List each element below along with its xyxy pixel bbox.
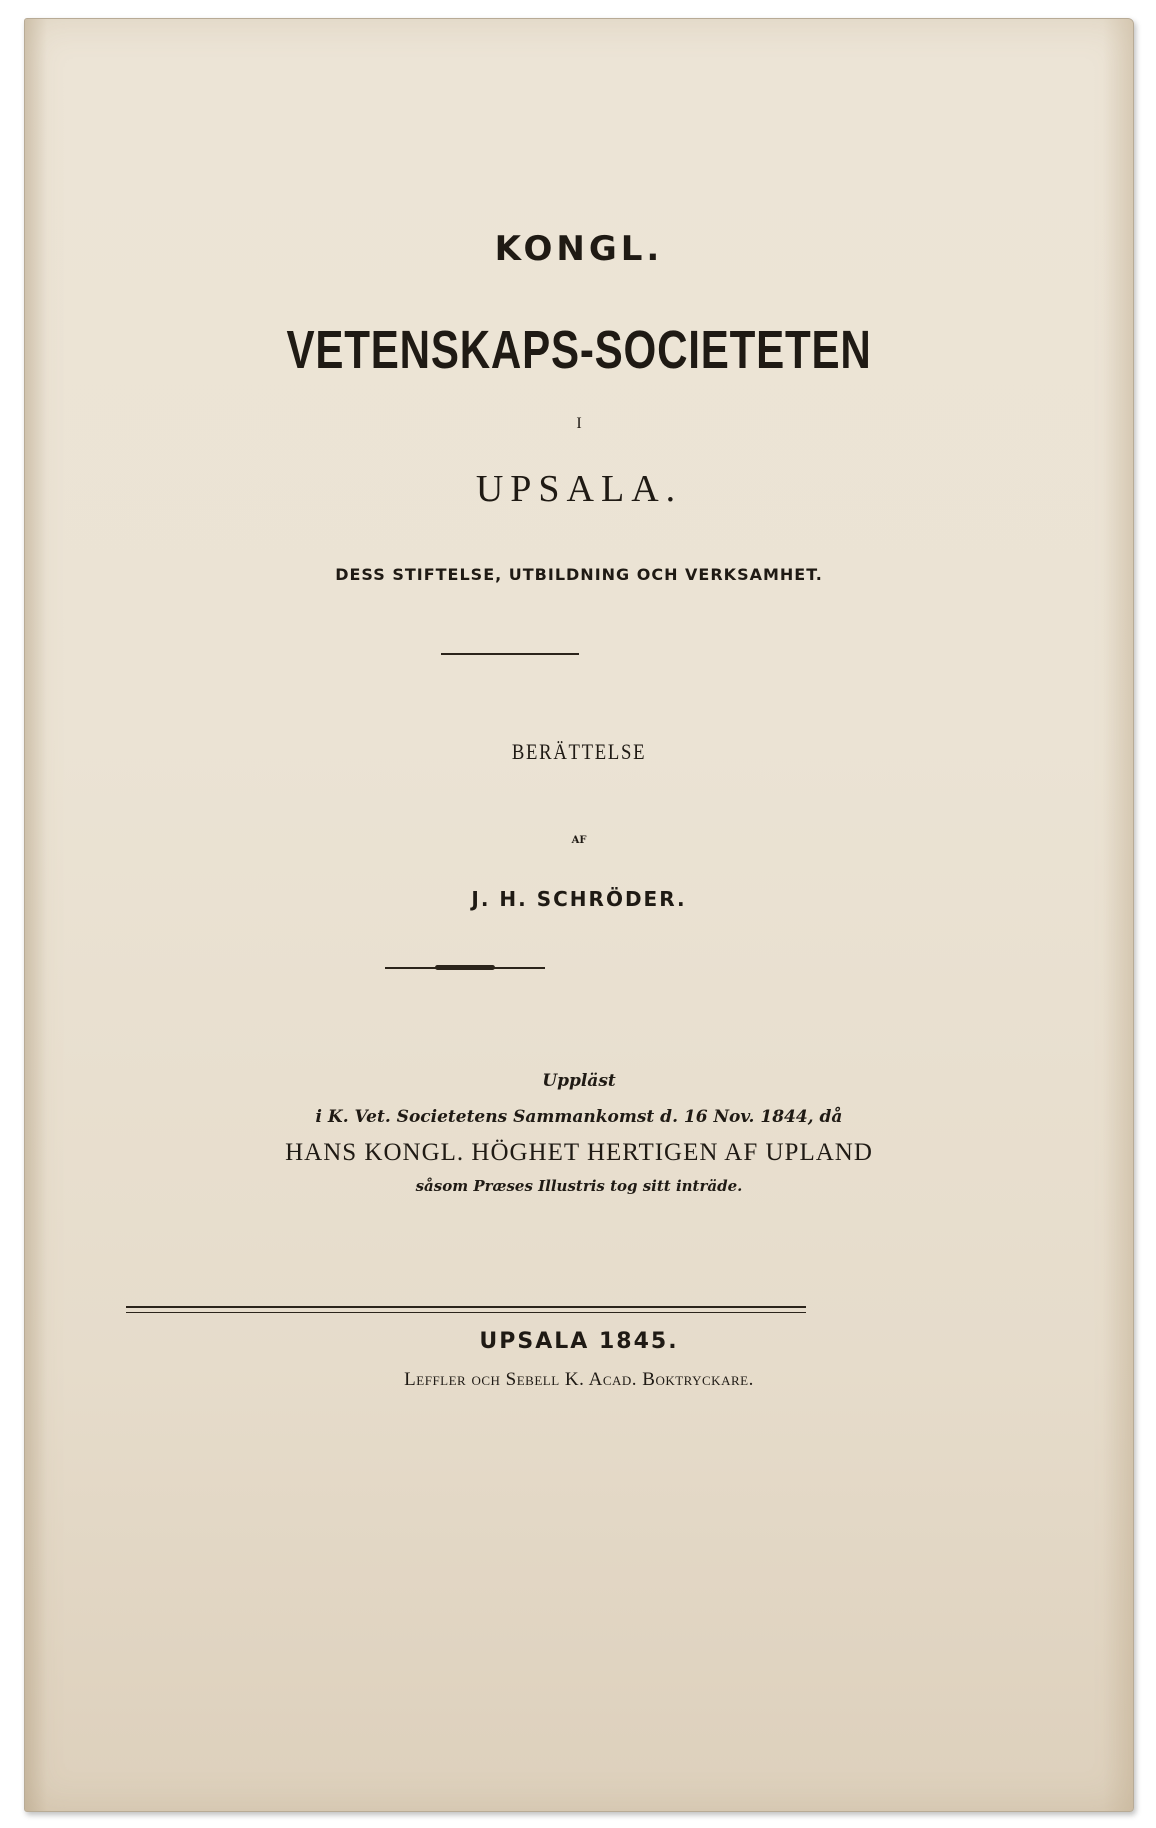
title-page: [24, 18, 1134, 1812]
genre-heading: [25, 739, 1133, 765]
occasion-line-3: HANS KONGL. HÖGHET HERTIGEN AF UPLAND: [285, 1139, 873, 1166]
byline-prefix: AF: [571, 835, 587, 846]
title-kongl: KONGL.: [494, 229, 664, 269]
occasion-line-4: såsom Præses Illustris tog sitt inträde.: [415, 1177, 743, 1195]
occasion-line-1: Uppläst: [542, 1071, 616, 1091]
imprint-rule-bottom: [126, 1312, 806, 1313]
genre-text: BERÄTTELSE: [511, 739, 647, 764]
title-main-text: VETENSKAPS-SOCIETETEN: [286, 320, 872, 380]
subtitle: DESS STIFTELSE, UTBILDNING OCH VERKSAMHET.: [335, 565, 823, 584]
author-name: J. H. SCHRÖDER.: [471, 887, 687, 911]
occasion-line-2: i K. Vet. Societetens Sammankomst d. 16 Nov. 1844, då: [315, 1107, 843, 1127]
title-connector: I: [576, 415, 582, 432]
ornament-rule-swell: [435, 965, 495, 970]
imprint-place-year: UPSALA 1845.: [479, 1329, 679, 1354]
title-place: UPSALA.: [475, 468, 683, 510]
title-main: [25, 319, 1133, 381]
imprint-printer: Leffler och Sebell K. Acad. Boktryckare.: [404, 1369, 754, 1390]
divider-rule: [441, 653, 579, 655]
imprint-rule-top: [126, 1306, 806, 1308]
